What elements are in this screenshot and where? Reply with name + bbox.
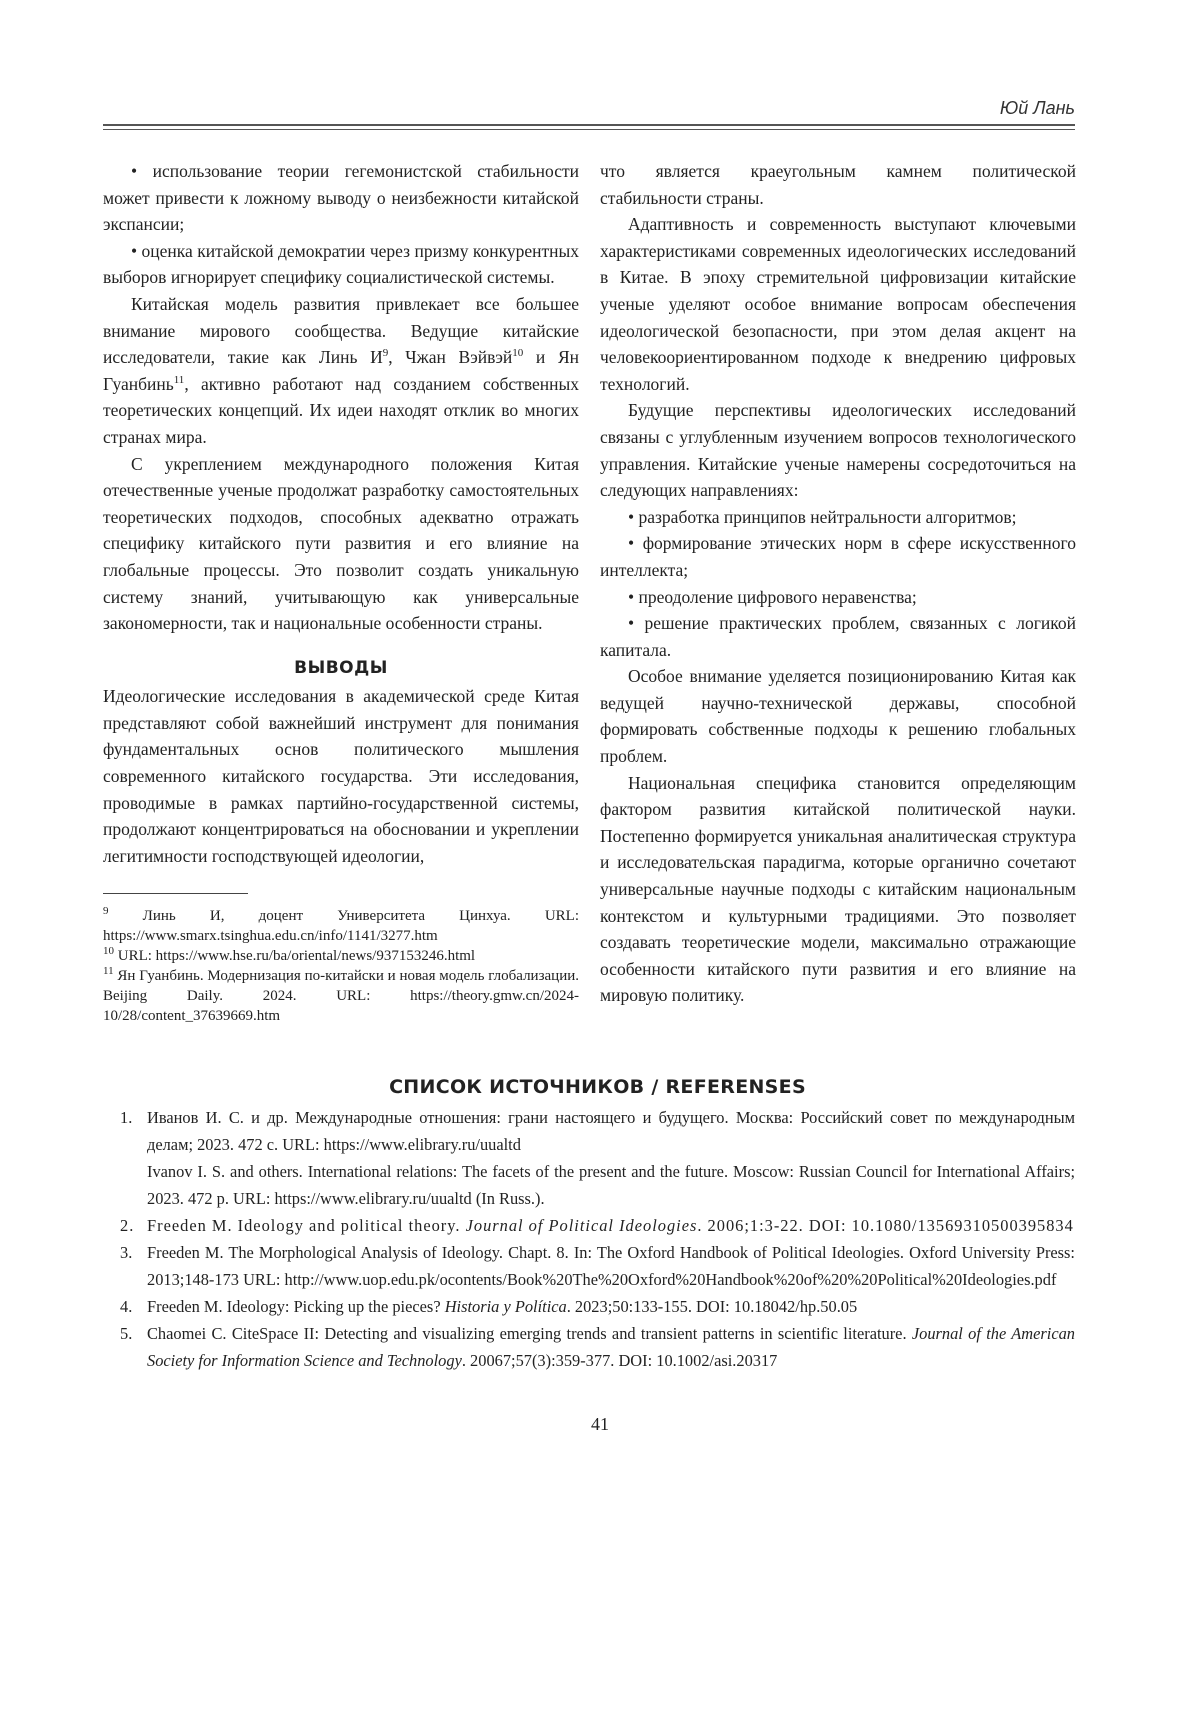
footnote-10 [103,946,579,966]
footnote-9 [103,906,579,946]
text: Китайская модель развития привлекает все большее внимание мирового сообщества. Ведущие китайские исследователи, такие как Линь И [103,294,579,367]
running-header-author: Юй Лань [0,0,1200,120]
text: , Чжан Вэйвэй [388,347,512,367]
paragraph: Будущие перспективы идеологических исследований связаны с углубленным изучением вопросов технологического управления. Китайские ученые намерены сосредоточиться на следующих направлениях: [600,397,1076,503]
paragraph: что является краеугольным камнем политической стабильности страны. [600,158,1076,211]
footnote-rule [103,893,248,894]
bullet-item: • использование теории гегемонистской стабильности может привести к ложному выводу о неизбежности китайской экспансии; [103,158,579,238]
paragraph: С укреплением международного положения Китая отечественные ученые продолжат разработку самостоятельных теоретических подходов, способных адекватно отражать специфику китайского пути развития и его влияние на глобальные процессы. Это позволит создать уникальную систему знаний, учитывающую как универсальные закономерности, так и национальные особенности страны. [103,451,579,637]
reference-number: 1. [120,1104,132,1131]
reference-journal: Journal of the American Society for Information Science and Technology [147,1324,1075,1370]
reference-text: Chaomei C. CiteSpace II: Detecting and visualizing emerging trends and transient patterns in scientific literature. [147,1324,912,1343]
text: , активно работают над созданием собственных теоретических концепций. Их идеи находят отклик во многих странах мира. [103,374,579,447]
paragraph: Идеологические исследования в академической среде Китая представляют собой важнейший инструмент для понимания фундаментальных основ политического мышления современного китайского государства. Эти исследования, проводимые в рамках партийно-государственной системы, продолжают концентрироваться на обосновании и укреплении легитимности господствующей идеологии, [103,683,579,869]
paragraph [103,291,579,451]
footnote-ref-10[interactable]: 10 [512,347,523,359]
reference-text-translation: Ivanov I. S. and others. International relations: The facets of the present and the future. Moscow: Russian Council for International Affairs; 2023. 472 p. URL: https://www.elibrary.ru/uualtd (In Russ.). [147,1158,1075,1212]
paragraph: Адаптивность и современность выступают ключевыми характеристиками современных идеологических исследований в Китае. В эпоху стремительной цифровизации китайские ученые уделяют особое внимание вопросам обеспечения идеологической безопасности, при этом делая акцент на человекоориентированном подходе к внедрению цифровых технологий. [600,211,1076,397]
footnote-number: 9 [103,905,109,917]
reference-journal: Historia y Política [445,1297,567,1316]
reference-item [120,1293,1075,1320]
right-column [600,158,1076,1026]
reference-number: 4. [120,1293,132,1320]
bullet-item: • решение практических проблем, связанных с логикой капитала. [600,610,1076,663]
reference-item [120,1104,1075,1212]
bullet-item: • преодоление цифрового неравенства; [600,584,1076,611]
reference-text: Иванов И. С. и др. Международные отношения: грани настоящего и будущего. Москва: Российский совет по международным делам; 2023. 472 с. URL: https://www.elibrary.ru/uualtd [147,1104,1075,1158]
footnote-text: URL: https://www.hse.ru/ba/oriental/news/937153246.html [118,948,475,964]
reference-text: Freeden M. Ideology: Picking up the pieces? [147,1297,445,1316]
reference-item [120,1212,1075,1239]
bullet-item: • оценка китайской демократии через призму конкурентных выборов игнорирует специфику социалистической системы. [103,238,579,291]
page-number: 41 [0,1414,1200,1495]
references-section [120,1076,1075,1374]
body-columns [103,158,1200,1026]
reference-text: . 20067;57(3):359-377. DOI: 10.1002/asi.20317 [462,1351,778,1370]
footnote-text: Ян Гуанбинь. Модернизация по-китайски и новая модель глобализации. Beijing Daily. 2024. URL: https://theory.gmw.cn/2024-10/28/content_37639669.htm [103,968,579,1024]
bullet-item: • разработка принципов нейтральности алгоритмов; [600,504,1076,531]
bullet-item: • формирование этических норм в сфере искусственного интеллекта; [600,530,1076,583]
header-rule [103,124,1075,130]
paragraph: Особое внимание уделяется позиционированию Китая как ведущей научно-технической державы, способной формировать собственные подходы к решению глобальных проблем. [600,663,1076,769]
reference-text: Freeden M. The Morphological Analysis of Ideology. Chapt. 8. In: The Oxford Handbook of Political Ideologies. Oxford University Press: 2013;148-173 URL: http://www.uop.edu.pk/ocontents/Book%20The%20Oxford%20Handbook%20of%20%20Political%20Ideologies.pdf [147,1243,1075,1289]
footnote-number: 11 [103,965,114,977]
footnote-ref-9[interactable]: 9 [383,347,389,359]
reference-number: 3. [120,1239,132,1266]
reference-text: . 2023;50:133-155. DOI: 10.18042/hp.50.05 [567,1297,857,1316]
footnote-11 [103,966,579,1026]
reference-text: Freeden M. Ideology and political theory. [147,1216,466,1235]
reference-item [120,1239,1075,1293]
footnote-number: 10 [103,945,114,957]
reference-journal: Journal of Political Ideologies [466,1216,698,1235]
footnote-ref-11[interactable]: 11 [174,374,185,386]
reference-number: 5. [120,1320,132,1347]
reference-item [120,1320,1075,1374]
left-column [103,158,579,1026]
reference-number: 2. [120,1212,134,1239]
section-heading: ВЫВОДЫ [103,655,579,682]
text: и Ян Гуанбинь [103,347,579,394]
footnotes [103,869,579,1026]
paragraph: Национальная специфика становится определяющим фактором развития китайской политической науки. Постепенно формируется уникальная аналитическая структура и исследовательская парадигма, которые органично сочетают универсальные научные подходы с китайским национальным контекстом и культурными традициями. Это позволяет создавать теоретические модели, максимально отражающие особенности китайского пути развития и его влияние на мировую политику. [600,770,1076,1009]
references-heading: СПИСОК ИСТОЧНИКОВ / REFERENSES [120,1076,1075,1098]
footnote-text: Линь И, доцент Университета Цинхуа. URL: https://www.smarx.tsinghua.edu.cn/info/1141/3277.htm [103,908,579,944]
reference-text: . 2006;1:3-22. DOI: 10.1080/13569310500395834 [697,1216,1073,1235]
